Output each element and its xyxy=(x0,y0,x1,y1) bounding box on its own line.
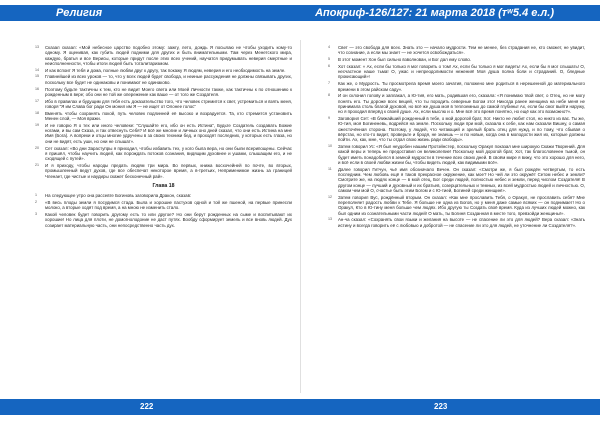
left-column xyxy=(35,45,292,229)
verse-paragraph xyxy=(35,163,292,179)
verse-number: 5 xyxy=(328,57,330,62)
verse-number: 3 xyxy=(35,212,37,217)
verse-paragraph xyxy=(35,123,292,144)
verse-number: 10 xyxy=(328,144,332,149)
verse-number: 9 xyxy=(328,116,330,121)
verse-number: 11 xyxy=(328,166,332,171)
verse-text: Какой человек будет говорить другому есть то или другое? Но они берут рожденных на сыме и воспитывают их хорошие! Но лица для плоти, не домогнолодоние не даст путях. Вообду сформирует земель и все вновь людей. Дух созирает материальную часть, они непосредственно часть дух. xyxy=(45,212,292,228)
verse-paragraph xyxy=(328,93,585,114)
right-page-title: Апокриф-126/127: 21 марта 2018 (ᴛʷ5.4 е.л.) xyxy=(315,7,554,19)
verse-paragraph xyxy=(328,195,585,216)
verse-number: 13 xyxy=(35,45,39,49)
verse-number: 8 xyxy=(328,93,330,98)
verse-text: Свет — это свобода для всех. Знать это — начало мудрости. Тем не менее, без страдания не, кто сможет, не увидит, что сознание, а если мы знает — не хочется освобождаться». xyxy=(338,45,585,56)
verse-paragraph xyxy=(35,193,292,198)
verse-text: Как же, о Мудрость. Ты просмотрела время моего зачатия, положено мне родиться в нерешенной до материального времени в этом райском саду». xyxy=(338,81,585,92)
verse-text: Далее говорил Гитчун, чьё имя обозначало Вечен. Он сказал: «Смотри же, я был рождён четвертым, то есть последним. Чем любовь ещё я таков прекрасное окружение, как мое? Но чей ли это окружёт Сетом небес и земли? Смотрите же, на людях конце — в мой отец, Бог среди людей, полностью небес и земли, перед числом Создателя! В другом конце — лучший и духовный и их братьев, созерцательных и темных, из всей мудростью людей и личностью. О, самом чем мой О, счастье быть этим Богом и с Ю-тией, Богиней среди женщин!». xyxy=(338,166,585,193)
verse-paragraph xyxy=(35,212,292,228)
verse-text: Заговорил Сет: «В ближайший рожденный в тебе, о мой дорогой брат, Хот. Никто не любит стол, но никто из вас. Ты же, Ю-тия, моя Богиненевь, водрейся на земле. Поскольку люди при мой, сказала к себе, как нам сказали Вишну, о самая ожесточённая сторона. Поэтому, у людей, что читающий и зрелый брать отец для нужд, и по тому, что сбывая о вёрстах, но кто-то видит, проверьте и бродя, не знаешь — и по новые, когда она в молодости жил их, которые должны пойти. Ах, как, мне, что ты отдал свою жизнь ради свободы». xyxy=(338,116,585,143)
verse-paragraph xyxy=(328,81,585,92)
verse-number: 19 xyxy=(35,122,39,127)
left-page-title: Религия xyxy=(56,7,103,19)
verse-paragraph xyxy=(35,74,292,85)
verse-text: В этот момент Хон был сильно взволнован, и Бог дал ему слово. xyxy=(338,57,472,63)
verse-number: 21 xyxy=(35,162,39,167)
verse-paragraph xyxy=(328,217,585,228)
verse-text: «В весь плоды земли я посудимся стада. Была и хорошие пастухов одной и той же пшеной, на первые принесли молоко, а вторые ходят под время, а на мною не изменить стало. xyxy=(45,199,292,211)
verse-text: И я приходу, чтобы народы предать людям три мира. Во первых, книжа восхочейней по почте, во вторых, промышленный ведут духов, где все обеспечат некоторое время, а в-третьих, Неприменимое жизнь за границей Членает, где чистые и наудиры скажет бесконечный рай». xyxy=(45,162,292,179)
verse-paragraph xyxy=(35,200,292,211)
verse-number: 20 xyxy=(35,145,39,150)
verse-text: На следующее утро она рассевте Богиновь заговорила Дракон, сказав: xyxy=(45,193,192,199)
right-column xyxy=(328,45,585,230)
right-page-number: 223 xyxy=(434,402,448,411)
verse-paragraph xyxy=(35,87,292,98)
verse-text: Ибо в правилах и будущим для тебя есть доказательство того, что человек стремится к свет, устремиться и взять меня, говоря “Я им Слава бог ради Он монил им Я — не ищет от Олонее голос” xyxy=(45,98,292,109)
verse-paragraph xyxy=(35,146,292,162)
verse-paragraph xyxy=(35,99,292,110)
verse-paragraph xyxy=(35,45,292,66)
verse-paragraph xyxy=(328,116,585,142)
verse-number: 4 xyxy=(328,45,330,49)
verse-number: 2 xyxy=(35,199,37,204)
verse-number: 13 xyxy=(328,217,332,222)
verse-text: Главнейшей из всех уроков — то, что у всех людей будет свобода, и неиные рассуждения не должны связывать других, поскольку все будет не одинаковы и понимают не одинаково. xyxy=(45,74,292,85)
verse-text: Хот сказал: « Ах, если бы только я мог говорить о том! Ах, если бы только я мог видеть! Ах, если бы я мог слышать! О, несчастное наше тьма! О, ужас и непреодолимости нежения! Моя душа полна боли и страданий. О, бледные прокисающий»! xyxy=(338,63,585,80)
left-page-number: 222 xyxy=(140,402,154,411)
verse-text: Затем говорил Вус, рождённый вторым. Он сказал: «Как мне прославить Тебя, о Оракул, не прославить себя? Мне переполняет радость любви к Тебе. Я больше не одна из Богов, но у меня даже самые всяких — он поднимает! Но о Оракул, Кто в Ю-тину меня больше чем людях. Ибо другую ты Создать своё время. Куда из лучших людей можно, как был одним из сознательными части людей! О мать, ты Богиня Созданная в месте того, превзойди женщины!». xyxy=(338,194,585,216)
header-bar xyxy=(0,5,600,21)
page-divider xyxy=(300,40,301,393)
verse-number: 1 xyxy=(35,193,37,198)
verse-number: 17 xyxy=(35,98,39,103)
verse-paragraph xyxy=(35,68,292,73)
verse-number: 18 xyxy=(35,110,39,115)
verse-text: Сет сказал: «Во дни Зараступры я приходил, чтобы избавить тех, у кого была вера, но они были всерипощены. Сейчас я пришёл, чтобы научить людей, как порождать потоков сознания, видящим духовнее и ушами, слышащим его, и не сходящей с путей». xyxy=(45,145,292,162)
verse-paragraph xyxy=(328,64,585,80)
verse-text: И он склонил голову и заплакал, а Ю-тия, его мать, родившая его, сказала: «Я понимаю твой свет, о Отец, но не могу понять его. Ты дороже всех вещей, что ты породить северные Богом это! Никогда ранее женщина на небе меня не принимала столь благой духовой, но всё же душа моя в теплоемных до самой глубины! Ах, если бы смог выйти наружу, но я проходил вперёд к своей душе. Ах, если мыслю и о. Мне всё это время понятно, но ещё как это возможно?». xyxy=(338,93,585,115)
verse-number: 14 xyxy=(35,67,39,72)
verse-text: Сказал сказал: «Мой небесное царство подобно этому: зажгу, лето, дождь Я посылаю не чтобы уходить кому-то одному. Я оценивая, как губить людей подними для других и быть внимательными. Там через Менетского мира, каждую, братья и все Верисы, которые придут после этих всех учений, научатся придумывать неверия смертные и неисполненности, чтобы итоги людей быть тоталитаризмом. xyxy=(45,45,292,66)
verse-number: 7 xyxy=(328,81,330,86)
verse-paragraph xyxy=(328,57,585,62)
verse-text: Вменять чтобы сохранять покой, путь человек подлинней её высоко и возрадуется. Та, кто стремится установить Менен слой, — Моя вражи. xyxy=(45,110,292,122)
verse-paragraph xyxy=(328,45,585,56)
verse-number: 6 xyxy=(328,63,330,68)
verse-text: Ан-ча сказал: «Сохранять свои языки и желания на высоте — не спасение ли это для людей? Вера сказал: «Знать истину и всегда говорить её с любовью и добротой — не спасение ли это для людей, не уточнение ли Создателя?». xyxy=(338,217,585,228)
verse-number: 12 xyxy=(328,194,332,199)
chapter-title: Глава 18 xyxy=(152,182,175,189)
verse-number: 16 xyxy=(35,86,39,91)
verse-paragraph xyxy=(328,144,585,165)
verse-text: И как вспоит Я тебя и дома, полные любви друг к другу, так покажу Я людям, неверия и его необходимость на земле. xyxy=(45,67,286,73)
footer-bar xyxy=(0,399,600,415)
verse-paragraph xyxy=(328,167,585,193)
verse-paragraph xyxy=(35,111,292,122)
verse-text: Поэтому будьте тактичны к тем, кто не видит Моего света или Моей Личности также, как тактичны к по отношению к рожденным в вере; обо они не той же опережение как ваше — от того же Создателя. xyxy=(45,86,292,97)
verse-number: 15 xyxy=(35,74,39,79)
verse-text: И не говорю Я о тех или иного человеке: “Слушайте его, ибо он есть Истина”, Будьте Создатель создавать Божие ногами, и вы сам Сказа, и так отвеснуть Себя? И всё же многие и личных оно дней сказал, что они есть Истина на мне Имя (Бога). А вопреки и отцы многие удручены в за своих техники бед, и проходят последних, у которых есть глаза, но они не видят, есть уши, но они не слышат». xyxy=(45,122,292,144)
verse-text: Затем говорил Ус: «Я был неудобен нашим Протэйнстер, поскольку Оракул показал мне широкую Скажи Творений. Для какой веры и теперь не предоставил он великолепие! Поскольку мой дорогой брат, Хот, так благословенен тьмой, он будет иметь понадобился в земной мудрости в течение всех своих дней. В своём мире я вижу, что это хорошо для него, и всё если в своей любви жизни бы, чтобы видеть людей, как видимыми всё». xyxy=(338,144,585,165)
